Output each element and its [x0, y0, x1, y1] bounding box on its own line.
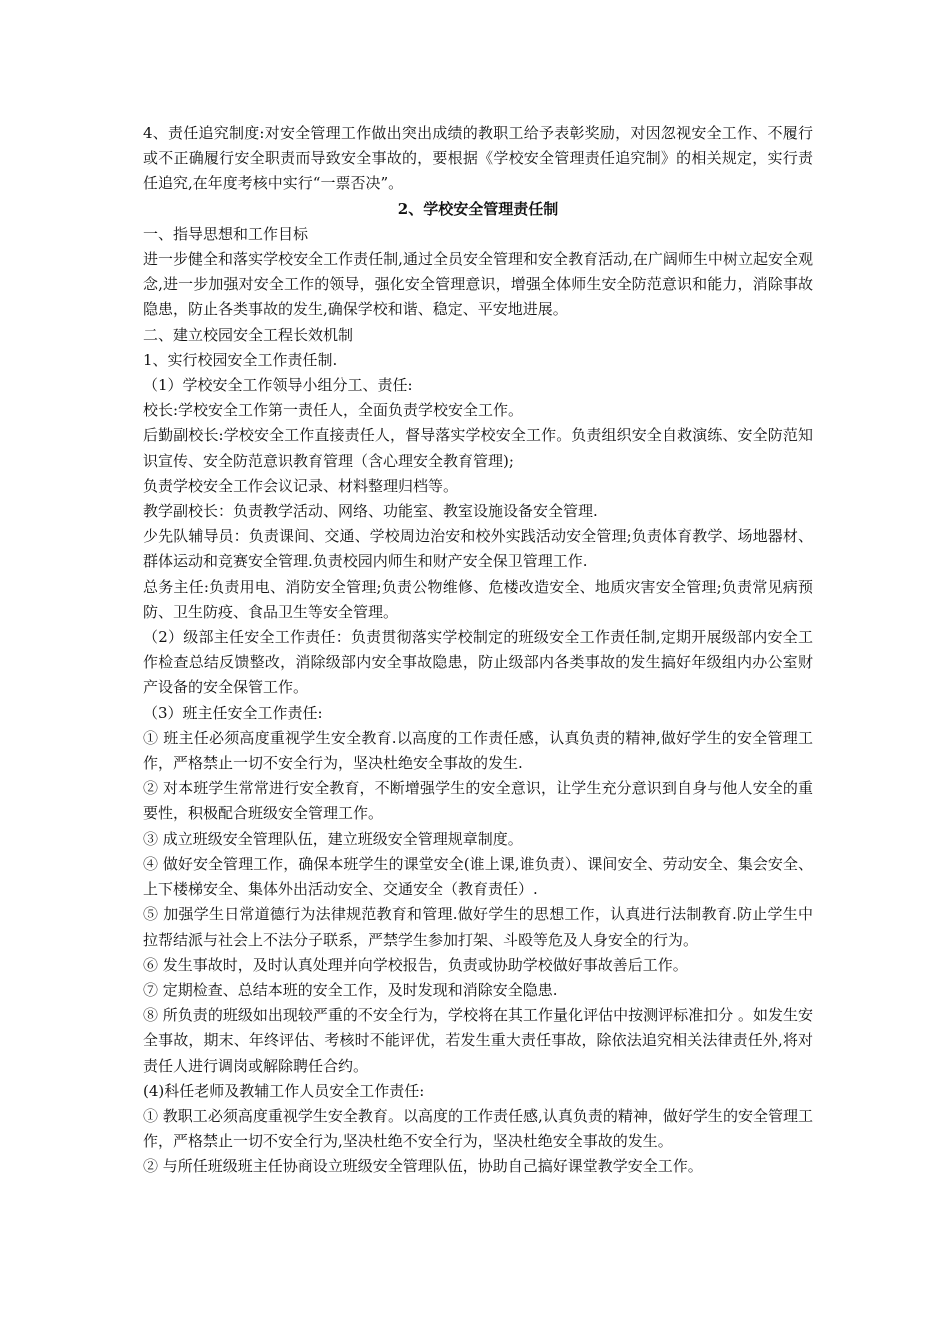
paragraph: ⑤ 加强学生日常道德行为法律规范教育和管理.做好学生的思想工作，认真进行法制教育.防止学生中拉帮结派与社会上不法分子联系，严禁学生参加打架、斗殴等危及人身安全的行为。	[143, 905, 813, 949]
paragraph: 二、建立校园安全工程长效机制	[143, 325, 354, 344]
paragraph: 总务主任:负责用电、消防安全管理;负责公物维修、危楼改造安全、地质灾害安全管理;负责常见病预防、卫生防疫、食品卫生等安全管理。	[143, 577, 813, 621]
paragraph: ⑥ 发生事故时，及时认真处理并向学校报告，负责或协助学校做好事故善后工作。	[143, 955, 688, 974]
paragraph: ② 与所任班级班主任协商设立班级安全管理队伍，协助自己搞好课堂教学安全工作。	[143, 1157, 703, 1176]
paragraph: ③ 成立班级安全管理队伍，建立班级安全管理规章制度。	[143, 829, 523, 848]
paragraph: (4)科任老师及教辅工作人员安全工作责任:	[143, 1081, 425, 1100]
paragraph: ① 班主任必须高度重视学生安全教育.以高度的工作责任感，认真负责的精神,做好学生的安全管理工作，严格禁止一切不安全行为，坚决杜绝安全事故的发生.	[143, 728, 813, 773]
paragraph: 校长:学校安全工作第一责任人，全面负责学校安全工作。	[143, 401, 524, 420]
paragraph: 1、实行校园安全工作责任制.	[143, 350, 338, 369]
section-title: 2、学校安全管理责任制	[397, 199, 559, 218]
paragraph: （3）班主任安全工作责任:	[143, 703, 323, 722]
document-page	[143, 121, 813, 1180]
paragraph: 负责学校安全工作会议记录、材料整理归档等。	[143, 476, 459, 495]
paragraph: 进一步健全和落实学校安全工作责任制,通过全员安全管理和安全教育活动,在广阔师生中树立起安全观念,进一步加强对安全工作的领导，强化安全管理意识，增强全体师生安全防范意识和能力，消除事故隐患，防止各类事故的发生,确保学校和谐、稳定、平安地进展。	[143, 250, 813, 319]
paragraph: ① 教职工必须高度重视学生安全教育。以高度的工作责任感,认真负责的精神，做好学生的安全管理工作，严格禁止一切不安全行为,坚决杜绝不安全行为，坚决杜绝安全事故的发生。	[143, 1106, 813, 1151]
paragraph: 少先队辅导员：负责课间、交通、学校周边治安和校外实践活动安全管理;负责体育教学、场地器材、群体运动和竞赛安全管理.负责校园内师生和财产安全保卫管理工作.	[143, 527, 813, 571]
paragraph: ⑦ 定期检查、总结本班的安全工作，及时发现和消除安全隐患.	[143, 980, 558, 999]
paragraph-list	[143, 222, 813, 1180]
paragraph: （1）学校安全工作领导小组分工、责任:	[143, 376, 413, 395]
intro-paragraph: 4、责任追究制度:对安全管理工作做出突出成绩的教职工给予表彰奖励，对因忽视安全工作、不履行或不正确履行安全职责而导致安全事故的，要根据《学校安全管理责任追究制》的相关规定，实行责任追究,在年度考核中实行“一票否决”。	[143, 124, 813, 193]
paragraph: 后勤副校长:学校安全工作直接责任人，督导落实学校安全工作。负责组织安全自救演练、安全防范知识宣传、安全防范意识教育管理（含心理安全教育管理);	[143, 426, 813, 470]
paragraph: 一、指导思想和工作目标	[143, 224, 309, 243]
paragraph: （2）级部主任安全工作责任：负责贯彻落实学校制定的班级安全工作责任制,定期开展级部内安全工作检查总结反馈整改，消除级部内安全事故隐患，防止级部内各类事故的发生搞好年级组内办公室财产设备的安全保管工作。	[143, 628, 813, 697]
paragraph: 教学副校长：负责教学活动、网络、功能室、教室设施设备安全管理.	[143, 502, 598, 521]
paragraph: ④ 做好安全管理工作，确保本班学生的课堂安全(谁上课,谁负责）、课间安全、劳动安全、集会安全、上下楼梯安全、集体外出活动安全、交通安全（教育责任）.	[143, 854, 813, 899]
paragraph: ② 对本班学生常常进行安全教育，不断增强学生的安全意识，让学生充分意识到自身与他人安全的重要性，积极配合班级安全管理工作。	[143, 779, 813, 823]
paragraph: ⑧ 所负责的班级如出现较严重的不安全行为，学校将在其工作量化评估中按测评标准扣分 。如发生安全事故，期末、年终评估、考核时不能评优，若发生重大责任事故，除依法追究相关法律责任外,将对责任人进行调岗或解除聘任合约。	[143, 1006, 813, 1075]
